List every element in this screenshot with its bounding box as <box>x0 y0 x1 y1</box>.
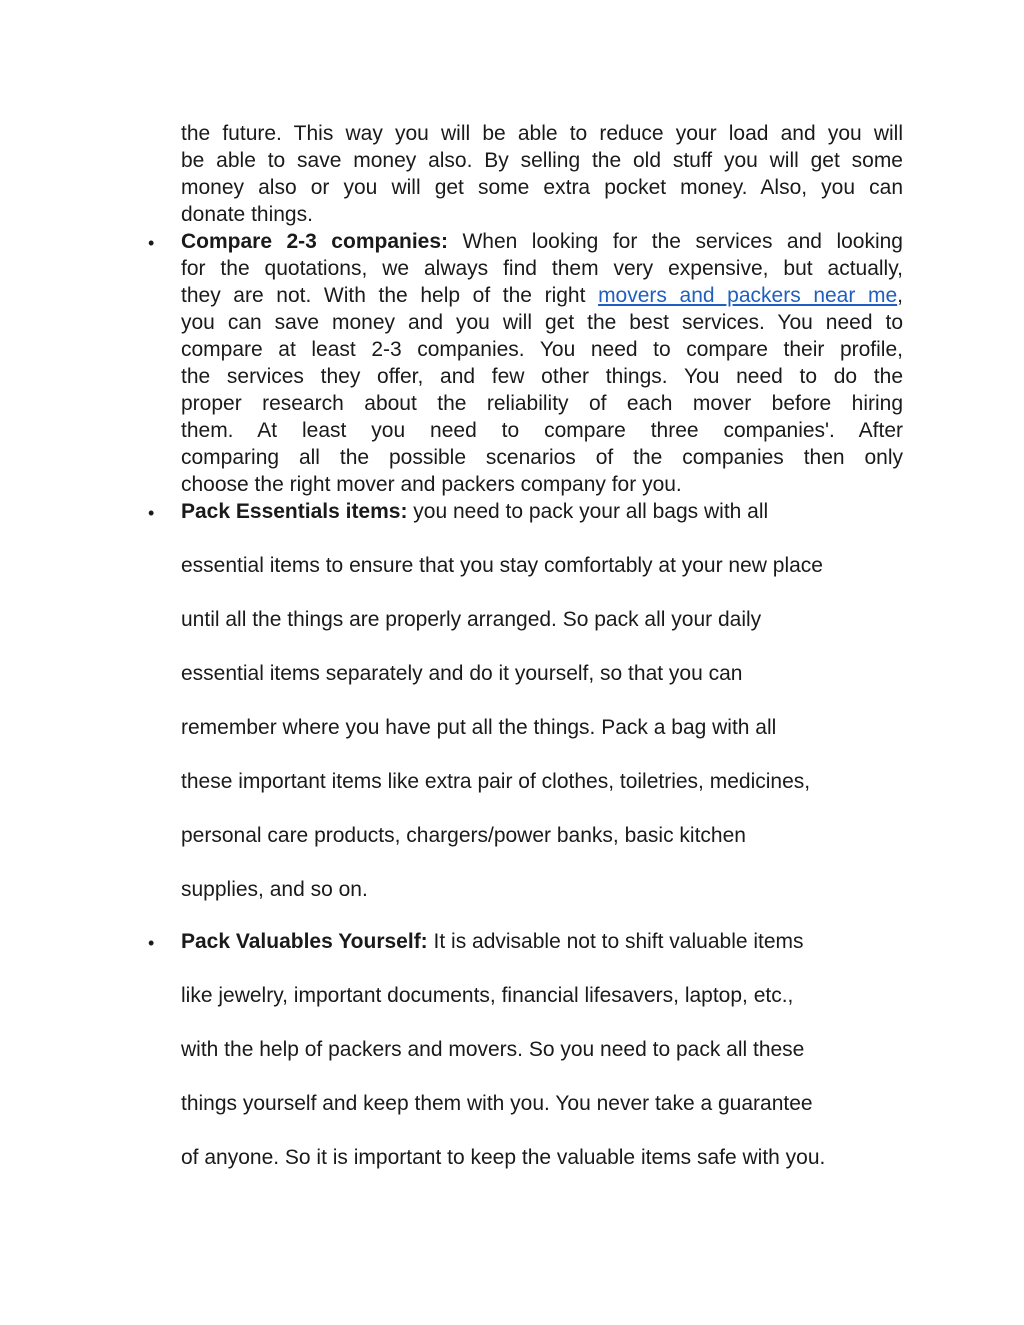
essentials-line: supplies, and so on. <box>181 878 368 901</box>
valuables-line: with the help of packers and movers. So you need to pack all these <box>181 1038 805 1061</box>
list-item-essentials <box>181 498 903 930</box>
intro-line: money also or you will get some extra pocket money. Also, you can <box>181 176 903 199</box>
list-item-compare <box>181 228 903 498</box>
compare-line: choose the right mover and packers company for you. <box>181 473 682 496</box>
essentials-heading: Pack Essentials items: <box>181 500 408 523</box>
essentials-line: remember where you have put all the things. Pack a bag with all <box>181 716 777 739</box>
compare-line: you can save money and you will get the best services. You need to <box>181 311 903 334</box>
compare-text: When looking for the services and looking <box>448 230 903 253</box>
valuables-text: It is advisable not to shift valuable items <box>427 930 804 953</box>
valuables-line: of anyone. So it is important to keep the valuable items safe with you. <box>181 1146 826 1169</box>
essentials-line <box>181 498 903 552</box>
intro-line: be able to save money also. By selling the old stuff you will get some <box>181 149 903 172</box>
compare-text: , <box>897 284 903 307</box>
compare-line: comparing all the possible scenarios of the companies then only <box>181 446 903 469</box>
compare-line: for the quotations, we always find them very expensive, but actually, <box>181 257 903 280</box>
compare-text: they are not. With the help of the right <box>181 284 599 307</box>
valuables-line: things yourself and keep them with you. You never take a guarantee <box>181 1092 813 1115</box>
compare-heading: Compare 2-3 companies: <box>181 230 449 253</box>
essentials-line: personal care products, chargers/power banks, basic kitchen <box>181 824 746 847</box>
essentials-line: essential items separately and do it yourself, so that you can <box>181 662 743 685</box>
intro-line: the future. This way you will be able to reduce your load and you will <box>181 122 903 145</box>
essentials-line: until all the things are properly arranged. So pack all your daily <box>181 608 762 631</box>
intro-paragraph <box>181 120 903 228</box>
valuables-heading: Pack Valuables Yourself: <box>181 930 428 953</box>
bullet-marker-compare: • <box>148 233 155 253</box>
compare-line: proper research about the reliability of each mover before hiring <box>181 392 903 415</box>
list-item-valuables <box>181 928 903 1198</box>
bullet-marker-essentials: • <box>148 503 155 523</box>
compare-line: the services they offer, and few other things. You need to do the <box>181 365 903 388</box>
movers-packers-link[interactable]: movers and packers near me <box>598 284 898 307</box>
valuables-line <box>181 928 903 982</box>
essentials-line: these important items like extra pair of clothes, toiletries, medicines, <box>181 770 811 793</box>
bullet-marker-valuables: • <box>148 933 155 953</box>
compare-line <box>181 282 903 309</box>
compare-line <box>181 228 903 255</box>
intro-line: donate things. <box>181 203 313 226</box>
compare-line: them. At least you need to compare three companies'. After <box>181 419 903 442</box>
valuables-line: like jewelry, important documents, financial lifesavers, laptop, etc., <box>181 984 794 1007</box>
essentials-line: essential items to ensure that you stay comfortably at your new place <box>181 554 823 577</box>
essentials-text: you need to pack your all bags with all <box>407 500 769 523</box>
compare-line: compare at least 2-3 companies. You need to compare their profile, <box>181 338 903 361</box>
